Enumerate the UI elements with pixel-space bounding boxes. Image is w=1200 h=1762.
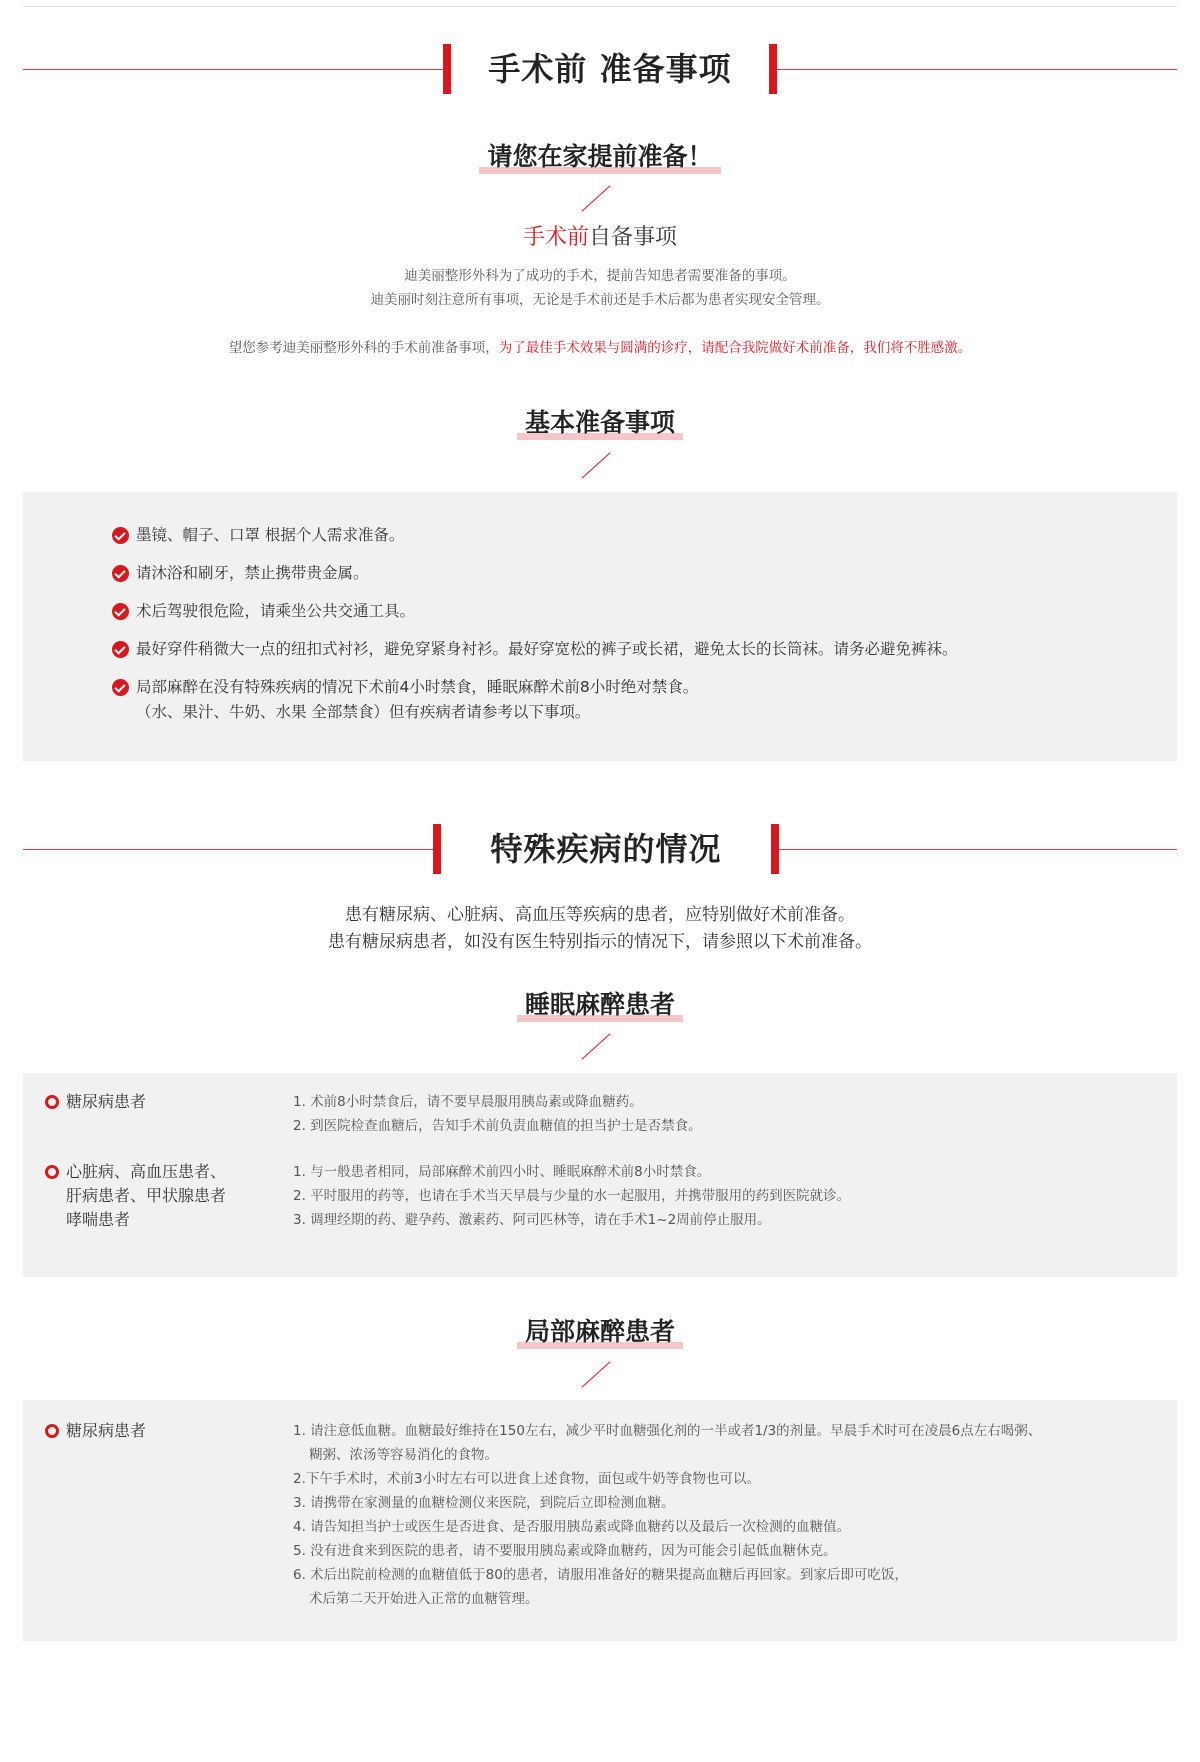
slash-divider [582,1033,611,1059]
instruction-line: 1. 请注意低血糖。血糖最好维持在150左右，减少平时血糖强化剂的一半或者1/3的剂量。早晨手术时可在凌晨6点左右喝粥、 [293,1423,1042,1439]
instruction-line: 3. 调理经期的药、避孕药、激素药、阿司匹林等，请在手术1~2周前停止服用。 [293,1212,771,1228]
intro-line: 迪美丽整形外科为了成功的手术，提前告知患者需要准备的事项。 [404,268,796,284]
banner-bar-right [769,44,777,94]
basic-prep-heading [0,406,1200,440]
item-text: 请沐浴和刷牙，禁止携带贵金属。 [136,564,369,582]
basic-prep-list [112,523,958,738]
check-icon [112,527,129,544]
subheading-red: 手术前 [522,225,589,250]
instruction-line: 1. 术前8小时禁食后，请不要早晨服用胰岛素或降血糖药。 [293,1094,643,1110]
item-text: 墨镜、帽子、口罩 根据个人需求准备。 [136,526,405,544]
circle-bullet-icon [45,1095,59,1109]
banner-bar-left [443,44,451,94]
banner-line-right [779,849,1177,850]
section-banner-special-disease [23,824,1177,874]
intro-line: 迪美丽时刻注意所有事项，无论是手术前还是手术后都为患者实现安全管理。 [370,292,830,308]
intro-line: 患有糖尿病患者，如没有医生特别指示的情况下，请参照以下术前准备。 [328,932,872,952]
instruction-line: 2. 平时服用的药等，也请在手术当天早晨与少量的水一起服用，并携带服用的药到医院就诊。 [293,1188,851,1204]
section-title: 手术前 准备事项 [488,50,732,88]
slash-divider [582,185,611,211]
label-line: 心脏病、高血压患者、 [66,1162,227,1181]
circle-bullet-icon [45,1165,59,1179]
banner-bar-right [771,824,779,874]
heading-text: 局部麻醉患者 [517,1315,683,1349]
instruction-line: 术后第二天开始进入正常的血糖管理。 [309,1591,539,1607]
item-text: 术后驾驶很危险，请乘坐公共交通工具。 [136,602,416,620]
item-text: 最好穿件稍微大一点的纽扣式衬衫，避免穿紧身衬衫。最好穿宽松的裤子或长裙，避免太长的长筒袜。请务必避免裤袜。 [136,640,958,658]
disease-label [45,1419,146,1443]
note-red: 为了最佳手术效果与圆满的诊疗，请配合我院做好术前准备，我们将不胜感激。 [498,340,972,356]
heading-text: 请您在家提前准备！ [479,140,720,174]
label-line: 哮喘患者 [66,1210,131,1229]
banner-line-right [777,69,1177,70]
instruction-line: 2. 到医院检查血糖后，告知手术前负责血糖值的担当护士是否禁食。 [293,1118,702,1134]
list-item [112,599,958,624]
label-line: 糖尿病患者 [66,1421,147,1440]
list-item [112,637,958,662]
slash-divider [582,452,611,478]
disease-instructions [293,1090,702,1138]
slash-divider [582,1361,611,1387]
disease-instructions [293,1160,850,1232]
instruction-line: 5. 没有进食来到医院的患者，请不要服用胰岛素或降血糖药，因为可能会引起低血糖休克。 [293,1543,837,1559]
note-prefix: 望您参考迪美丽整形外科的手术前准备事项， [228,340,499,356]
banner-line-left [23,69,443,70]
section-banner-preparation [23,44,1177,94]
prepare-at-home-heading [0,140,1200,174]
instruction-line: 糊粥、浓汤等容易消化的食物。 [309,1447,498,1463]
item-text-continued: （水、果汁、牛奶、水果 全部禁食）但有疾病者请参考以下事项。 [136,703,591,721]
disease-instructions [293,1419,1041,1611]
check-icon [112,603,129,620]
list-item [112,675,958,725]
local-anesthesia-heading [0,1315,1200,1349]
self-prep-subheading [0,220,1200,251]
intro-line: 患有糖尿病、心脏病、高血压等疾病的患者，应特别做好术前准备。 [345,905,855,925]
instruction-line: 6. 术后出院前检测的血糖值低于80的患者，请服用准备好的糖果提高血糖后再回家。到家后即可吃饭， [293,1567,908,1583]
instruction-line: 1. 与一般患者相同，局部麻醉术前四小时、睡眠麻醉术前8小时禁食。 [293,1164,711,1180]
label-line: 糖尿病患者 [66,1092,147,1111]
instruction-line: 4. 请告知担当护士或医生是否进食、是否服用胰岛素或降血糖药以及最后一次检测的血糖值。 [293,1519,851,1535]
check-icon [112,679,129,696]
heading-text: 基本准备事项 [517,406,683,440]
sleep-anesthesia-heading [0,988,1200,1022]
instruction-line: 3. 请携带在家测量的血糖检测仪来医院，到院后立即检测血糖。 [293,1495,675,1511]
top-divider [23,6,1177,7]
subheading-rest: 自备事项 [589,225,678,250]
section-title: 特殊疾病的情况 [490,830,722,868]
instruction-line: 2.下午手术时，术前3小时左右可以进食上述食物，面包或牛奶等食物也可以。 [293,1471,760,1487]
heading-text: 睡眠麻醉患者 [517,988,683,1022]
banner-bar-left [433,824,441,874]
disease-label [45,1160,226,1232]
intro-text [0,264,1200,312]
label-line: 肝病患者、甲状腺患者 [66,1186,227,1205]
special-disease-intro [0,902,1200,956]
check-icon [112,565,129,582]
circle-bullet-icon [45,1424,59,1438]
list-item [112,561,958,586]
item-text: 局部麻醉在没有特殊疾病的情况下术前4小时禁食，睡眠麻醉术前8小时绝对禁食。 [136,678,699,696]
disease-label [45,1090,146,1114]
list-item [112,523,958,548]
banner-line-left [23,849,433,850]
cooperation-note [0,336,1200,360]
check-icon [112,641,129,658]
